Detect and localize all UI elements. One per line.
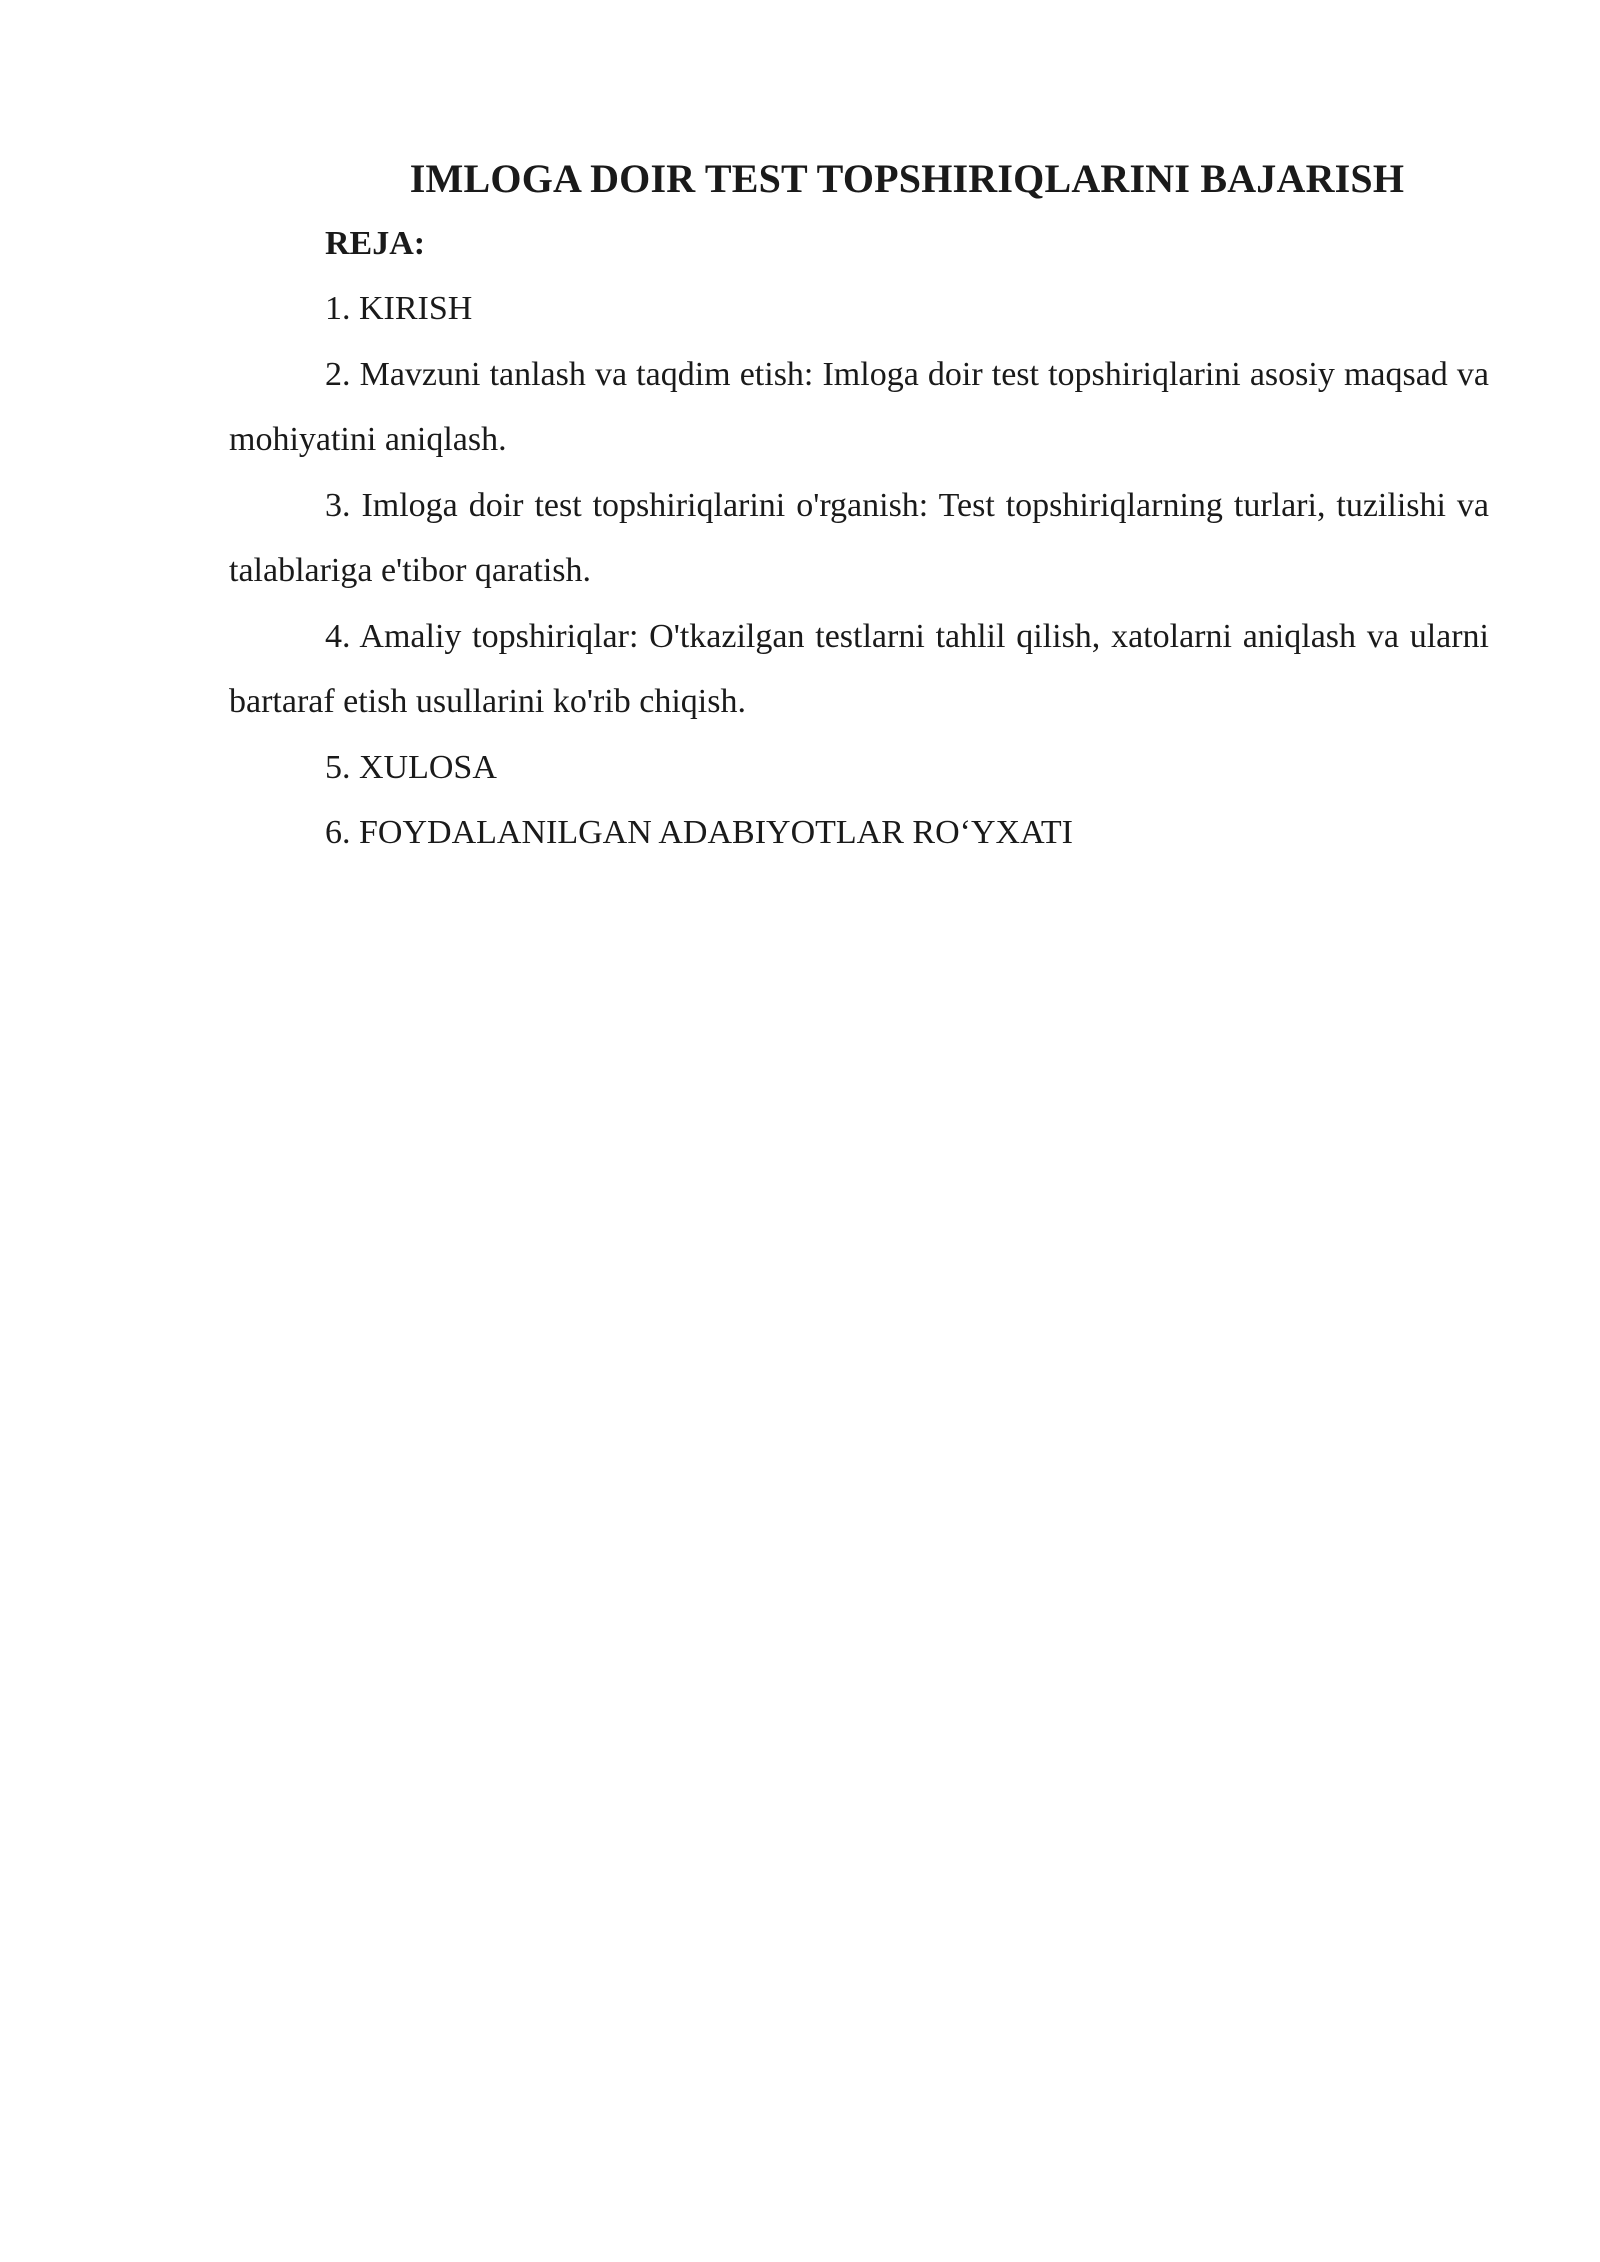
plan-heading: REJA: bbox=[325, 225, 426, 262]
document-content bbox=[229, 150, 1489, 866]
document-title: IMLOGA DOIR TEST TOPSHIRIQLARINI BAJARISH bbox=[409, 156, 1405, 201]
plan-item-topic-selection: 2. Mavzuni tanlash va taqdim etish: Imloga doir test topshiriqlarini asosiy maqsad va mohiyatini aniqlash. bbox=[229, 355, 1489, 458]
plan-list bbox=[229, 276, 1489, 866]
plan-item-references: 6. FOYDALANILGAN ADABIYOTLAR RO‘YXATI bbox=[325, 814, 1073, 851]
plan-item-conclusion: 5. XULOSA bbox=[325, 748, 497, 786]
plan-item-test-study: 3. Imloga doir test topshiriqlarini o'rganish: Test topshiriqlarning turlari, tuzilishi va talablariga e'tibor qaratish. bbox=[229, 486, 1489, 589]
plan-item-introduction: 1. KIRISH bbox=[325, 290, 473, 327]
plan-item-practical-tasks: 4. Amaliy topshiriqlar: O'tkazilgan testlarni tahlil qilish, xatolarni aniqlash va ularni bartaraf etish usullarini ko'rib chiqish. bbox=[229, 617, 1489, 720]
